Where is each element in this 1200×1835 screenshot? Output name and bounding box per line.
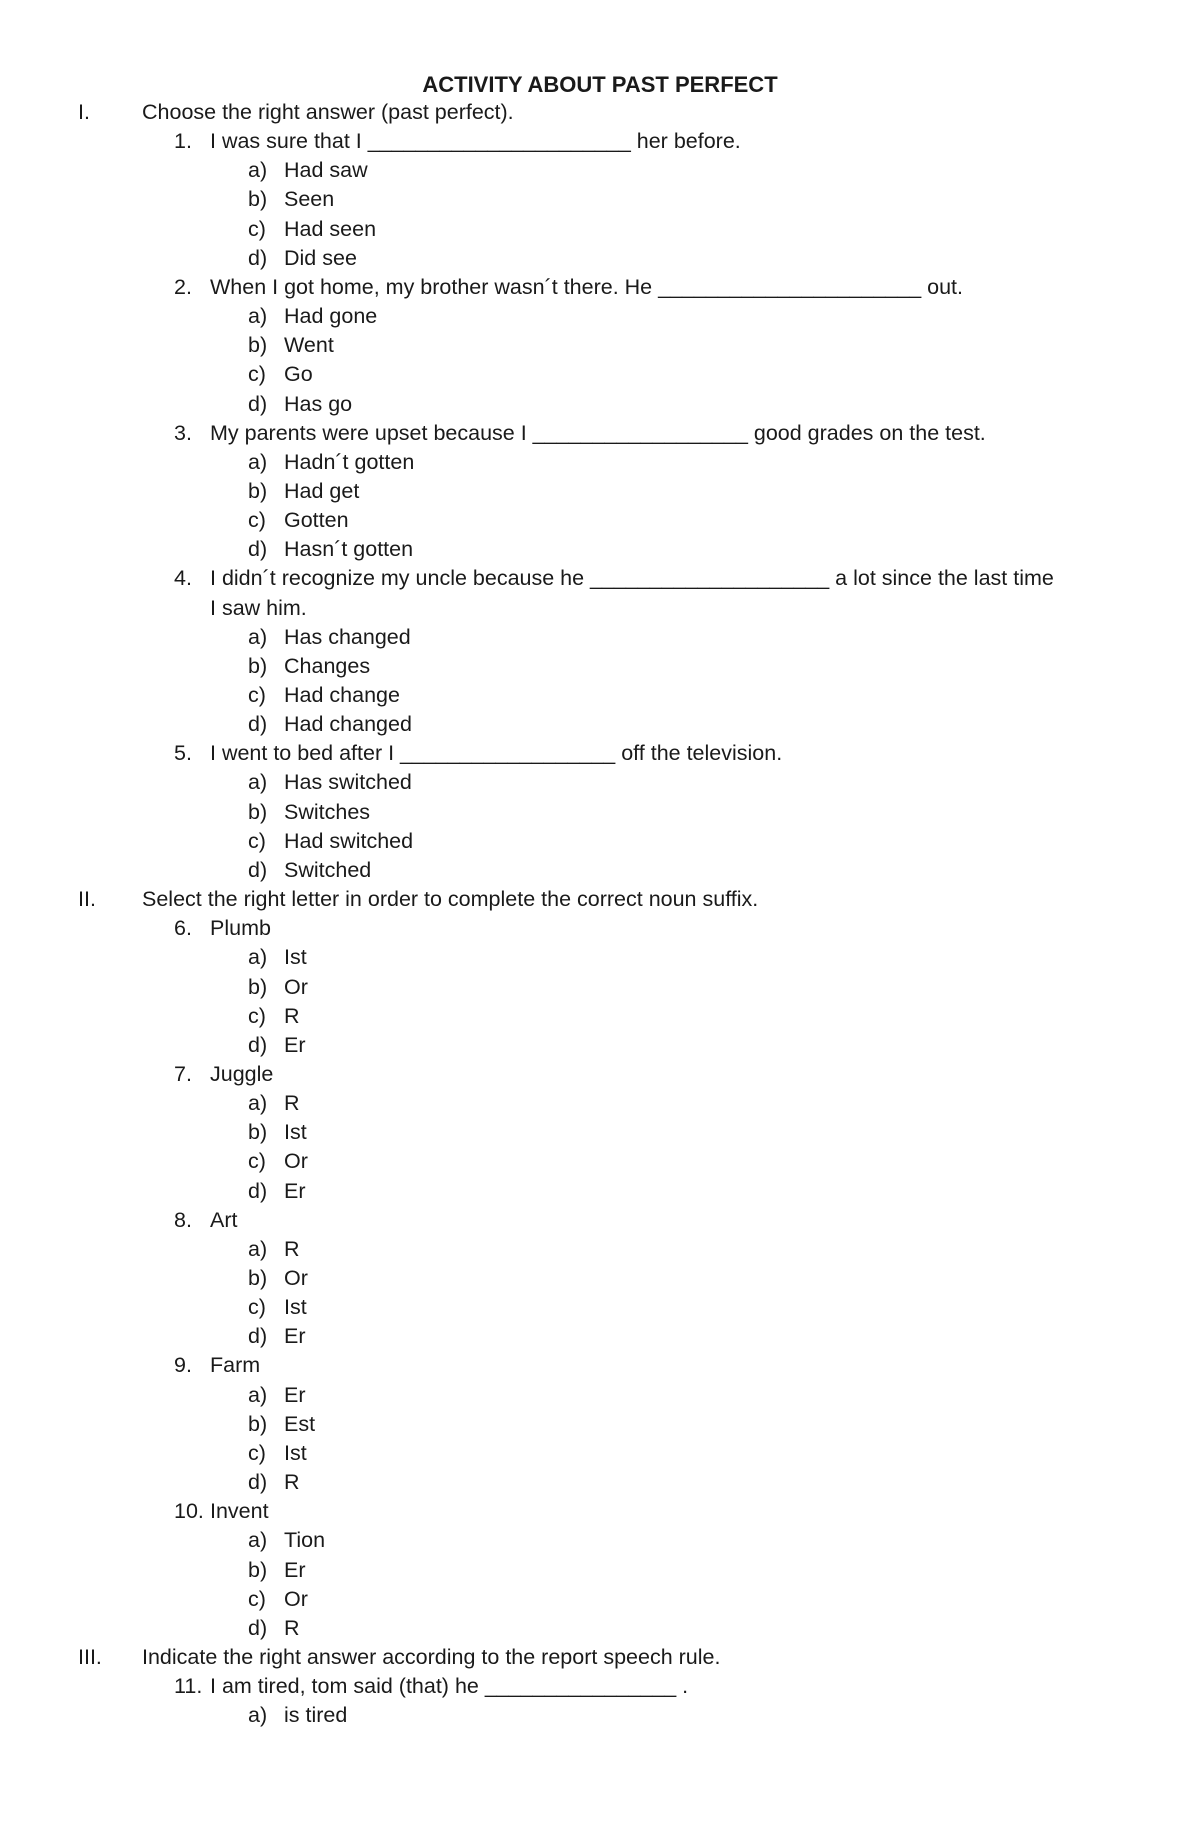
question-item-text: Art bbox=[210, 1207, 238, 1232]
answer-option-number: c) bbox=[248, 216, 266, 241]
answer-option-text: Went bbox=[284, 333, 334, 358]
question-item-number: 11. bbox=[174, 1674, 203, 1699]
answer-option-text: Ist bbox=[284, 1295, 307, 1320]
answer-option-text: Seen bbox=[284, 187, 335, 212]
answer-option-number: d) bbox=[248, 537, 268, 562]
section-heading-number: III. bbox=[78, 1644, 102, 1669]
answer-option-text: Has changed bbox=[284, 624, 411, 649]
answer-option bbox=[248, 1439, 307, 1468]
answer-option bbox=[248, 1118, 307, 1147]
answer-option-number: d) bbox=[248, 857, 268, 882]
answer-option-number: a) bbox=[248, 770, 268, 795]
answer-option bbox=[248, 360, 313, 389]
answer-option-number: c) bbox=[248, 1586, 266, 1611]
answer-option-number: b) bbox=[248, 478, 268, 503]
answer-option-number: c) bbox=[248, 362, 266, 387]
answer-option bbox=[248, 943, 307, 972]
question-item-text: My parents were upset because I __________________ good grades on the test. bbox=[210, 420, 986, 445]
answer-option-number: d) bbox=[248, 1032, 268, 1057]
answer-option bbox=[248, 623, 411, 652]
question-item bbox=[174, 914, 271, 943]
question-item-number: 2. bbox=[174, 274, 192, 299]
answer-option bbox=[248, 856, 371, 885]
question-item bbox=[174, 1672, 688, 1701]
answer-option-number: b) bbox=[248, 333, 268, 358]
answer-option bbox=[248, 1468, 300, 1497]
answer-option bbox=[248, 535, 413, 564]
answer-option-number: c) bbox=[248, 1440, 266, 1465]
answer-option-text: Er bbox=[284, 1032, 306, 1057]
answer-option-number: a) bbox=[248, 624, 268, 649]
question-item-number: 7. bbox=[174, 1061, 192, 1086]
answer-option-text: Has switched bbox=[284, 770, 412, 795]
answer-option bbox=[248, 1701, 347, 1730]
section-heading-text: Choose the right answer (past perfect). bbox=[142, 100, 514, 124]
answer-option-text: is tired bbox=[284, 1703, 348, 1728]
question-item-text: I didn´t recognize my uncle because he ____________________ a lot since the last time bbox=[210, 566, 1054, 591]
answer-option-text: Ist bbox=[284, 1440, 307, 1465]
answer-option-text: R bbox=[284, 1470, 300, 1495]
answer-option-number: a) bbox=[248, 1091, 268, 1116]
question-item-number: 10. bbox=[174, 1499, 204, 1524]
answer-option bbox=[248, 390, 352, 419]
question-item-text: I am tired, tom said (that) he ________________ . bbox=[210, 1674, 689, 1699]
answer-option bbox=[248, 827, 413, 856]
answer-option-number: b) bbox=[248, 974, 268, 999]
answer-option bbox=[248, 1002, 300, 1031]
section-heading-text: Indicate the right answer according to the report speech rule. bbox=[142, 1644, 721, 1669]
question-item bbox=[174, 273, 963, 302]
answer-option-text: Had get bbox=[284, 478, 360, 503]
question-item bbox=[174, 419, 986, 448]
answer-option-text: R bbox=[284, 1236, 300, 1261]
answer-option-number: d) bbox=[248, 1470, 268, 1495]
answer-option-text: Switched bbox=[284, 857, 372, 882]
answer-option bbox=[248, 798, 370, 827]
answer-option-text: Or bbox=[284, 974, 308, 999]
question-item bbox=[174, 739, 782, 768]
question-item-number: 3. bbox=[174, 420, 192, 445]
answer-option-text: Est bbox=[284, 1411, 316, 1436]
answer-option-number: d) bbox=[248, 1615, 268, 1640]
answer-option bbox=[248, 215, 376, 244]
question-item bbox=[174, 564, 1054, 593]
answer-option-number: d) bbox=[248, 712, 268, 737]
question-item-number: 8. bbox=[174, 1207, 192, 1232]
answer-option-text: Switches bbox=[284, 799, 371, 824]
answer-option-text: Er bbox=[284, 1178, 306, 1203]
answer-option-number: a) bbox=[248, 1382, 268, 1407]
answer-option-number: b) bbox=[248, 1266, 268, 1290]
answer-option-number: a) bbox=[248, 1528, 268, 1553]
answer-option-text: Had gone bbox=[284, 304, 378, 329]
question-item-text: Invent bbox=[210, 1499, 269, 1524]
answer-option bbox=[248, 1322, 306, 1351]
answer-option bbox=[248, 244, 357, 273]
answer-option bbox=[248, 506, 349, 535]
section-heading-number: II. bbox=[78, 887, 96, 912]
question-item-number: 5. bbox=[174, 741, 192, 766]
answer-option bbox=[248, 1614, 300, 1643]
section-heading bbox=[78, 1643, 720, 1672]
answer-option-number: c) bbox=[248, 1003, 266, 1028]
answer-option bbox=[248, 1293, 307, 1322]
answer-option-number: a) bbox=[248, 158, 268, 183]
answer-option-number: a) bbox=[248, 304, 268, 329]
answer-option-text: Ist bbox=[284, 945, 307, 970]
question-item-number: 9. bbox=[174, 1353, 192, 1378]
answer-option-text: Or bbox=[284, 1149, 308, 1174]
question-item-number: 6. bbox=[174, 916, 192, 941]
answer-option-number: b) bbox=[248, 1411, 268, 1436]
answer-option-text: Hadn´t gotten bbox=[284, 449, 415, 474]
answer-option bbox=[248, 1147, 308, 1176]
answer-option-number: a) bbox=[248, 449, 268, 474]
answer-option-number: b) bbox=[248, 1557, 268, 1582]
answer-option-text: Had seen bbox=[284, 216, 377, 241]
answer-option-number: c) bbox=[248, 828, 266, 853]
section-heading bbox=[78, 885, 758, 914]
question-item-continuation-text: I saw him. bbox=[210, 595, 307, 620]
answer-option bbox=[248, 1031, 306, 1060]
answer-option bbox=[248, 448, 414, 477]
answer-option-text: R bbox=[284, 1091, 300, 1116]
answer-option bbox=[248, 1177, 306, 1206]
answer-option bbox=[248, 652, 370, 681]
question-item-text: Plumb bbox=[210, 916, 271, 941]
question-item bbox=[174, 1351, 260, 1380]
question-item-number: 4. bbox=[174, 566, 192, 591]
answer-option-number: c) bbox=[248, 508, 266, 533]
answer-option bbox=[248, 1410, 315, 1439]
question-item-text: When I got home, my brother wasn´t there. He ______________________ out. bbox=[210, 274, 964, 299]
answer-option-text: R bbox=[284, 1003, 300, 1028]
answer-option bbox=[248, 1264, 308, 1293]
answer-option bbox=[248, 1585, 308, 1614]
answer-option-text: Changes bbox=[284, 653, 371, 678]
answer-option-text: Gotten bbox=[284, 508, 349, 533]
question-item bbox=[174, 1060, 273, 1089]
answer-option bbox=[248, 302, 377, 331]
answer-option bbox=[248, 331, 334, 360]
section-heading-text: Select the right letter in order to complete the correct noun suffix. bbox=[142, 887, 759, 912]
answer-option-number: b) bbox=[248, 653, 268, 678]
answer-option bbox=[248, 1089, 300, 1118]
answer-option-text: Hasn´t gotten bbox=[284, 537, 414, 562]
answer-option-text: Had saw bbox=[284, 158, 368, 183]
answer-option bbox=[248, 973, 308, 1002]
answer-option-number: a) bbox=[248, 1236, 268, 1261]
answer-option-number: d) bbox=[248, 391, 268, 416]
answer-option-number: b) bbox=[248, 799, 268, 824]
answer-option-number: c) bbox=[248, 683, 266, 707]
section-heading bbox=[78, 98, 514, 127]
answer-option bbox=[248, 1235, 300, 1264]
answer-option-number: b) bbox=[248, 1120, 268, 1145]
answer-option-number: c) bbox=[248, 1295, 266, 1320]
answer-option-text: Had changed bbox=[284, 712, 412, 737]
answer-option-text: Had switched bbox=[284, 828, 414, 853]
answer-option-text: Er bbox=[284, 1324, 306, 1349]
answer-option-number: d) bbox=[248, 1178, 268, 1203]
answer-option-text: Had change bbox=[284, 683, 400, 707]
answer-option-text: Tion bbox=[284, 1528, 326, 1553]
answer-option-number: d) bbox=[248, 1324, 268, 1349]
question-item-text: Juggle bbox=[210, 1061, 274, 1086]
question-item bbox=[174, 1497, 269, 1526]
answer-option bbox=[248, 185, 334, 214]
answer-option-number: b) bbox=[248, 187, 268, 212]
answer-option-number: d) bbox=[248, 245, 268, 270]
answer-option bbox=[248, 681, 400, 710]
answer-option-number: c) bbox=[248, 1149, 266, 1174]
answer-option-text: Ist bbox=[284, 1120, 307, 1145]
answer-option bbox=[248, 1381, 306, 1410]
answer-option-text: R bbox=[284, 1615, 300, 1640]
page-title: ACTIVITY ABOUT PAST PERFECT bbox=[422, 72, 778, 97]
question-item-number: 1. bbox=[174, 129, 192, 154]
answer-option-number: a) bbox=[248, 945, 268, 970]
question-item bbox=[174, 1206, 237, 1235]
question-item-text: I was sure that I ______________________ her before. bbox=[210, 129, 741, 154]
answer-option-text: Or bbox=[284, 1586, 308, 1611]
question-item-text: Farm bbox=[210, 1353, 261, 1378]
answer-option bbox=[248, 477, 359, 506]
answer-option bbox=[248, 710, 412, 739]
answer-option-text: Or bbox=[284, 1266, 308, 1290]
section-heading-number: I. bbox=[78, 100, 90, 124]
answer-option-text: Did see bbox=[284, 245, 357, 270]
answer-option bbox=[248, 768, 412, 797]
question-item-text: I went to bed after I __________________ off the television. bbox=[210, 741, 783, 766]
answer-option bbox=[248, 156, 368, 185]
answer-option-text: Go bbox=[284, 362, 313, 387]
question-item bbox=[174, 127, 741, 156]
answer-option-text: Has go bbox=[284, 391, 353, 416]
answer-option bbox=[248, 1526, 325, 1555]
answer-option-text: Er bbox=[284, 1382, 306, 1407]
answer-option bbox=[248, 1556, 306, 1585]
answer-option-number: a) bbox=[248, 1703, 268, 1728]
question-item-continuation bbox=[210, 594, 307, 623]
answer-option-text: Er bbox=[284, 1557, 306, 1582]
